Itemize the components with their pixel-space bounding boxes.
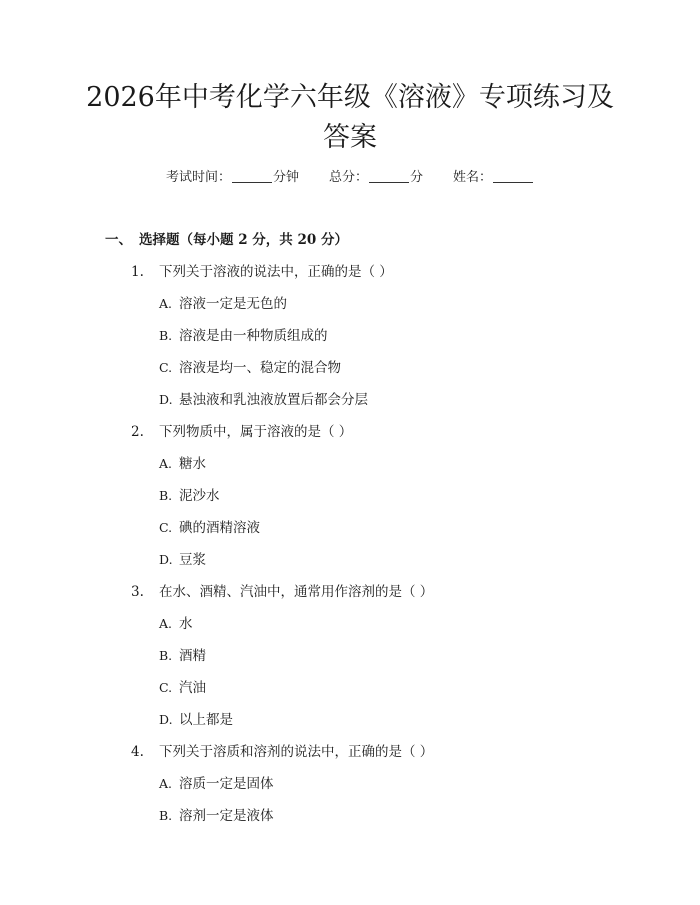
option-letter: D. (159, 712, 173, 727)
exam-time-label: 考试时间： (165, 170, 231, 185)
option-letter: C. (159, 520, 173, 535)
total-score (329, 168, 423, 188)
exam-time-unit: 分钟 (272, 170, 299, 185)
exam-info (0, 168, 700, 188)
question-2 (131, 422, 352, 442)
option-letter: B. (159, 808, 173, 823)
question-2-option-a (159, 454, 206, 474)
section-number: 一、 (105, 232, 132, 248)
option-text: 以上都是 (179, 712, 233, 728)
question-number: 2. (131, 424, 144, 440)
total-score-label: 总分： (328, 170, 368, 185)
option-letter: A. (159, 296, 173, 311)
option-letter: B. (159, 328, 173, 343)
page-title: 2026年中考化学六年级《溶液》专项练习及答案 (86, 82, 614, 153)
option-letter: A. (159, 456, 173, 471)
student-name (453, 168, 534, 188)
option-text: 豆浆 (179, 552, 206, 568)
option-text: 溶液一定是无色的 (179, 296, 287, 312)
question-number: 1. (131, 264, 144, 280)
option-text: 悬浊液和乳浊液放置后都会分层 (179, 392, 368, 408)
question-4-option-a (159, 774, 274, 794)
question-3-option-a (159, 614, 193, 634)
option-letter: A. (159, 616, 173, 631)
question-3-option-d (159, 710, 233, 730)
student-name-label: 姓名： (453, 170, 493, 185)
option-letter: B. (159, 488, 173, 503)
question-2-option-b (159, 486, 220, 506)
question-text: 下列关于溶液的说法中，正确的是（ ） (159, 264, 393, 280)
option-letter: C. (159, 360, 173, 375)
question-3-option-c (159, 678, 206, 698)
student-name-blank (493, 168, 533, 183)
question-1-option-d (159, 390, 368, 410)
option-text: 碘的酒精溶液 (179, 520, 260, 536)
option-text: 溶质一定是固体 (179, 776, 274, 792)
question-1-option-c (159, 358, 341, 378)
question-number: 3. (131, 584, 144, 600)
question-1-option-a (159, 294, 287, 314)
question-1 (131, 262, 393, 282)
question-2-option-c (159, 518, 260, 538)
option-text: 水 (179, 616, 193, 632)
exam-time-blank (232, 168, 272, 183)
question-3 (131, 582, 433, 602)
total-score-blank (369, 168, 409, 183)
option-letter: A. (159, 776, 173, 791)
question-4-option-b (159, 806, 274, 826)
section-heading (105, 230, 348, 250)
question-1-option-b (159, 326, 328, 346)
option-text: 糖水 (179, 456, 206, 472)
option-text: 酒精 (179, 648, 206, 664)
option-letter: D. (159, 552, 173, 567)
exam-time (166, 168, 299, 188)
question-text: 在水、酒精、汽油中，通常用作溶剂的是（ ） (159, 584, 434, 600)
option-text: 泥沙水 (179, 488, 220, 504)
question-2-option-d (159, 550, 206, 570)
option-letter: B. (159, 648, 173, 663)
question-4 (131, 742, 433, 762)
section-title: 选择题（每小题 2 分，共 20 分） (139, 232, 348, 248)
option-text: 溶液是均一、稳定的混合物 (179, 360, 341, 376)
option-text: 溶液是由一种物质组成的 (179, 328, 328, 344)
option-text: 汽油 (179, 680, 206, 696)
question-text: 下列关于溶质和溶剂的说法中，正确的是（ ） (159, 744, 434, 760)
option-letter: C. (159, 680, 173, 695)
question-number: 4. (131, 744, 144, 760)
total-score-unit: 分 (410, 170, 424, 185)
question-3-option-b (159, 646, 206, 666)
option-text: 溶剂一定是液体 (179, 808, 274, 824)
option-letter: D. (159, 392, 173, 407)
question-text: 下列物质中，属于溶液的是（ ） (159, 424, 353, 440)
